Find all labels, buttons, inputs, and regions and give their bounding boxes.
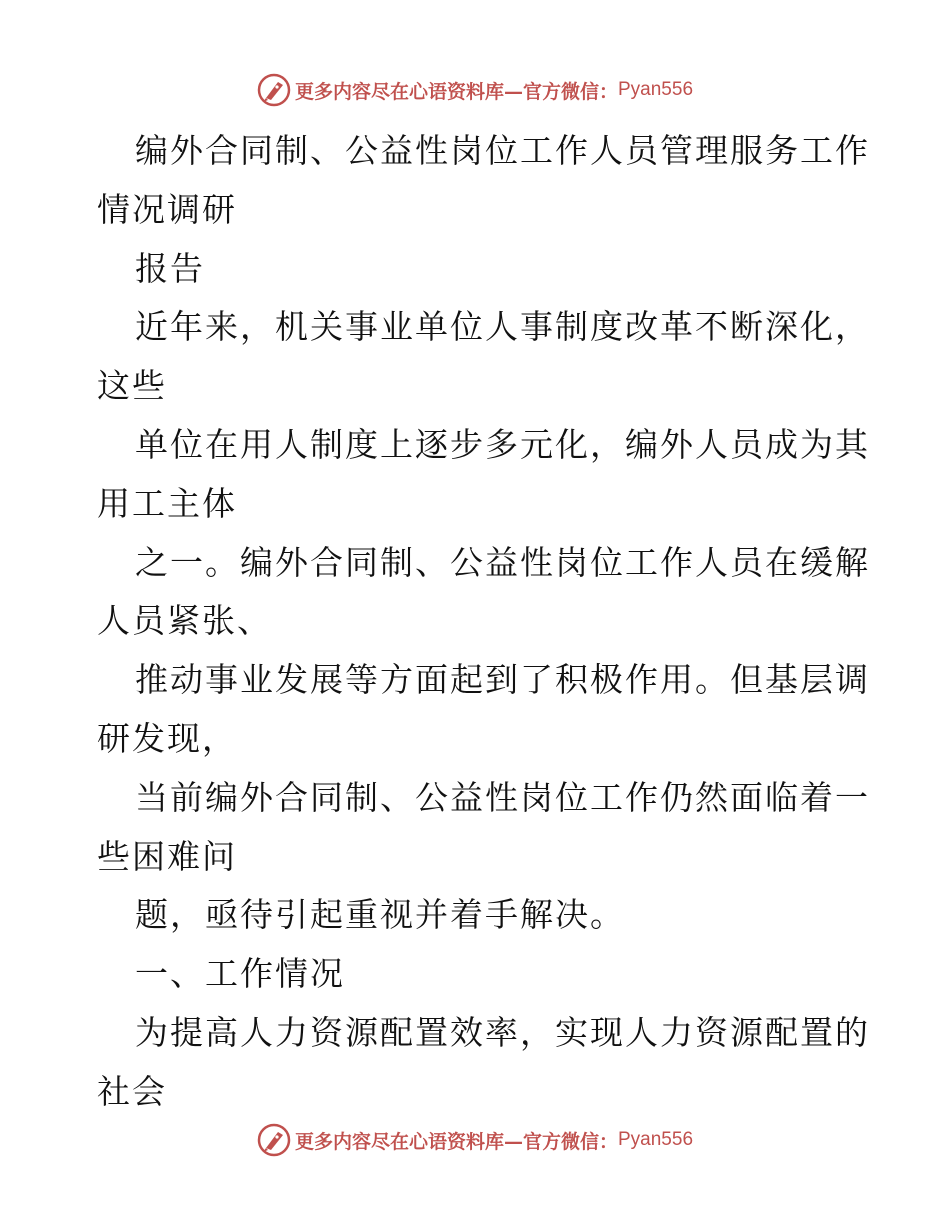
body-line: 题，亟待引起重视并着手解决。 [135, 895, 625, 935]
body-line: 当前编外合同制、公益性岗位工作仍然面临着一 [135, 777, 870, 817]
body-line: 之一。编外合同制、公益性岗位工作人员在缓解 [135, 542, 870, 582]
body-line: 近年来，机关事业单位人事制度改革不断深化， [135, 307, 870, 347]
header-banner-text: 更多内容尽在心语资料库—官方微信： [294, 80, 618, 103]
body-line: 情况调研 [97, 189, 237, 229]
body-line: 研发现， [97, 718, 237, 758]
body-line: 这些 [97, 366, 167, 406]
pen-nib-logo-icon [257, 1123, 291, 1157]
footer-banner-contact: Pyan556 [618, 1129, 694, 1150]
section-heading: 一、工作情况 [135, 954, 345, 994]
body-line: 人员紧张、 [97, 601, 272, 641]
footer-banner [0, 1120, 950, 1160]
body-line: 编外合同制、公益性岗位工作人员管理服务工作 [135, 131, 870, 170]
footer-banner-text: 更多内容尽在心语资料库—官方微信： [294, 1130, 618, 1153]
pen-nib-logo-icon [257, 73, 291, 107]
body-line: 些困难问 [97, 836, 237, 876]
body-line: 社会 [97, 1071, 167, 1111]
body-line: 单位在用人制度上逐步多元化，编外人员成为其 [135, 424, 870, 464]
document-body [97, 122, 870, 1122]
body-line: 为提高人力资源配置效率，实现人力资源配置的 [135, 1012, 870, 1052]
body-line: 推动事业发展等方面起到了积极作用。但基层调 [135, 660, 870, 700]
header-banner-contact: Pyan556 [618, 79, 694, 100]
header-banner [0, 70, 950, 110]
body-line: 报告 [135, 248, 205, 288]
body-line: 用工主体 [97, 483, 237, 523]
